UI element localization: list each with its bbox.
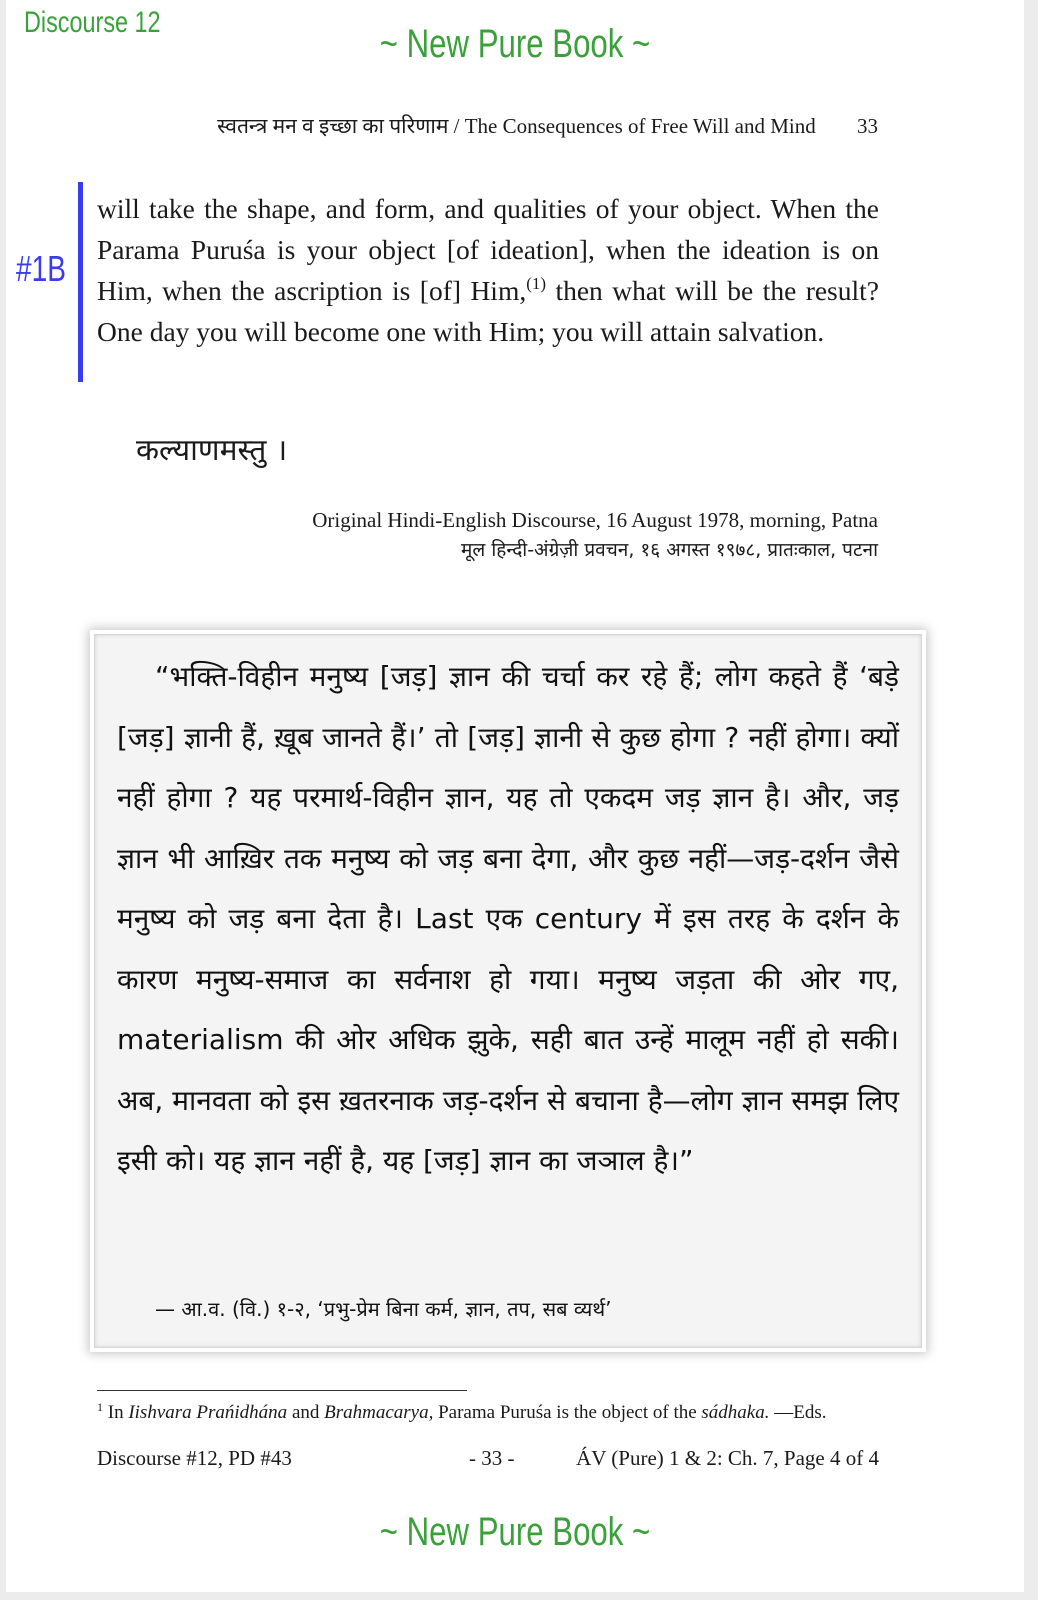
- footnote-term: Brahmacarya,: [324, 1402, 434, 1423]
- source-english: Original Hindi-English Discourse, 16 August 1978, morning, Patna: [312, 508, 878, 532]
- footer-center: - 33 -: [469, 1446, 515, 1470]
- source-hindi: मूल हिन्दी-अंग्रेज़ी प्रवचन, १६ अगस्त १९७८, प्रातःकाल, पटना: [461, 539, 878, 561]
- section-tag: #1B: [16, 248, 66, 289]
- section-marker-bar: [78, 182, 83, 382]
- footer-left: Discourse #12, PD #43: [97, 1446, 292, 1470]
- quote-text: [117, 647, 899, 1192]
- body-paragraph: [97, 188, 879, 352]
- paragraph-text-1: will take the shape, and form, and qualities of your object. When the Parama Puruśa is your object [of ideation], when the ideation is on Him, when the ascription is [of] Him,: [97, 193, 879, 306]
- discourse-label: Discourse 12: [24, 6, 161, 39]
- footnote-reference[interactable]: (1): [526, 274, 547, 293]
- quote-attribution: — आ.व. (वि.) १-२, ‘प्रभु-प्रेम बिना कर्म, ज्ञान, तप, सब व्यर्थ’: [155, 1297, 612, 1321]
- footnote-marker: 1: [97, 1400, 103, 1414]
- footnote-divider: [97, 1390, 467, 1391]
- quote-box: [94, 634, 922, 1348]
- document-page: [6, 0, 1024, 1592]
- quote-paragraph: “भक्ति-विहीन मनुष्य [जड़] ज्ञान की चर्चा कर रहे हैं; लोग कहते हैं ‘बड़े [जड़] ज्ञानी हैं, ख़ूब जानते हैं।’ तो [जड़] ज्ञानी से कुछ होगा ? नहीं होगा। क्यों नहीं होगा ? यह परमार्थ-विहीन ज्ञान, यह तो एकदम जड़ ज्ञान है। और, जड़ ज्ञान भी आख़िर तक मनुष्य को जड़ बना देगा, और कुछ नहीं—जड़-दर्शन जैसे मनुष्य को जड़ बना देता है। Last एक century में इस तरह के दर्शन के कारण मनुष्य-समाज का सर्वनाश हो गया। मनुष्य जड़ता की ओर गए, materialism की ओर अधिक झुके, सही बात उन्हें मालूम नहीं हो सकी। अब, मानवता को इस ख़तरनाक जड़-दर्शन से बचाना है—लोग ज्ञान समझ लिए इसी को। यह ज्ञान नहीं है, यह [जड़] ज्ञान का जञाल है।”: [117, 660, 899, 1177]
- page-number: 33: [857, 114, 878, 138]
- footnote-term: sádhaka.: [701, 1402, 770, 1423]
- footnote-text: In: [103, 1402, 129, 1423]
- footnote-term: Iishvara Prańidhána: [128, 1402, 288, 1423]
- running-title: स्वतन्त्र मन व इच्छा का परिणाम / The Consequences of Free Will and Mind: [217, 114, 816, 138]
- footnote-text: Parama Puruśa is the object of the: [433, 1402, 702, 1423]
- footnote-text: —Eds.: [769, 1402, 827, 1423]
- paragraph-text-2: then what will be the result? One day you will become one with Him; you will attain salvation.: [97, 275, 879, 347]
- running-header: [6, 112, 878, 140]
- blessing-text: कल्याणमस्तु ।: [136, 433, 288, 468]
- brand-header: ~ New Pure Book ~: [379, 22, 651, 66]
- footnote-text: and: [287, 1402, 325, 1423]
- brand-footer: ~ New Pure Book ~: [379, 1510, 651, 1554]
- footnote: [97, 1402, 887, 1424]
- footer-right: ÁV (Pure) 1 & 2: Ch. 7, Page 4 of 4: [576, 1446, 879, 1470]
